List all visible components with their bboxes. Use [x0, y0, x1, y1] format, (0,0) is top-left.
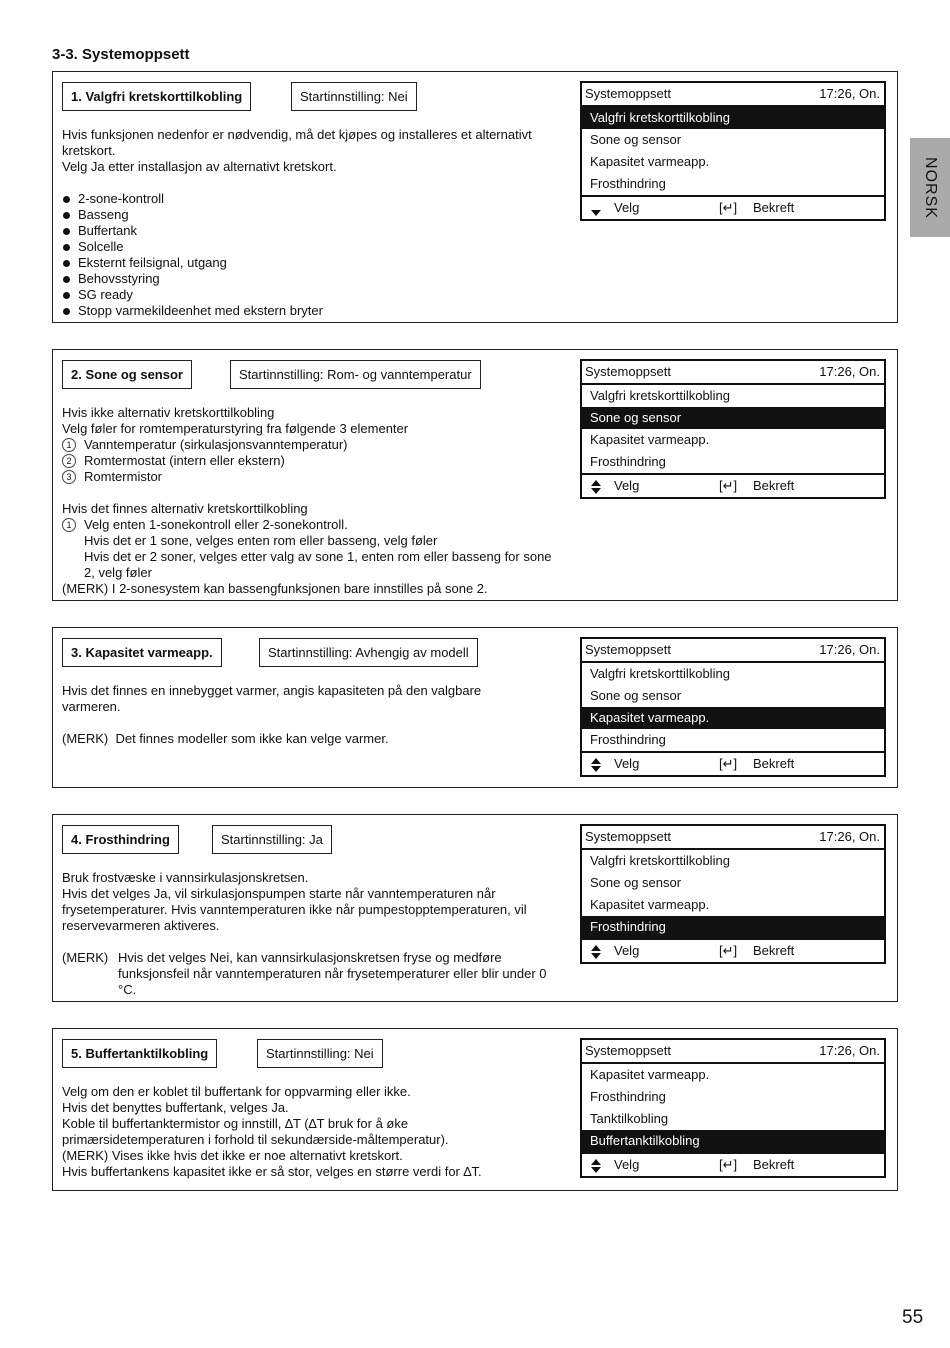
- lcd-menu-item[interactable]: Tanktilkobling: [590, 1111, 669, 1126]
- enter-icon: [↵]: [719, 1157, 738, 1172]
- section-heading: 1. Valgfri kretskorttilkobling: [62, 82, 251, 111]
- lcd-menu: [582, 105, 884, 197]
- section-heading: 2. Sone og sensor: [62, 360, 192, 389]
- paragraph: Velg Ja etter installasjon av alternativt kretskort.: [62, 159, 337, 174]
- paragraph: Bruk frostvæske i vannsirkulasjonskretsen.: [62, 870, 309, 885]
- lcd-menu-item[interactable]: Valgfri kretskorttilkobling: [590, 853, 730, 868]
- select-label: Velg: [614, 943, 640, 958]
- indented-text: Hvis det er 2 soner, velges etter valg av sone 1, enten rom eller basseng for sone 2, velg føler: [84, 549, 552, 580]
- lcd-title: Systemoppsett: [585, 1043, 671, 1058]
- list-item: 2-sone-kontroll: [62, 191, 562, 207]
- lcd-header: [582, 361, 884, 383]
- lcd-menu-item[interactable]: Valgfri kretskorttilkobling: [590, 388, 730, 403]
- initial-setting: Startinnstilling: Ja: [212, 825, 332, 854]
- select-label: Velg: [614, 200, 640, 215]
- select-label: Velg: [614, 1157, 640, 1172]
- lcd-title: Systemoppsett: [585, 86, 671, 101]
- confirm-label: Bekreft: [753, 756, 795, 771]
- lcd-footer: [582, 475, 884, 497]
- paragraph: Hvis ikke alternativ kretskorttilkobling: [62, 405, 275, 420]
- section-body: [62, 1084, 522, 1180]
- circled-number: 3: [62, 470, 76, 484]
- section-circuit-board: [52, 71, 898, 323]
- lcd-time: 17:26, On.: [819, 642, 880, 657]
- paragraph: Hvis det finnes en innebygget varmer, angis kapasiteten på den valgbare varmeren.: [62, 683, 482, 714]
- section-buffer-tank: [52, 1028, 898, 1191]
- circled-number: 1: [62, 438, 76, 452]
- numbered-item: 2 Romtermostat (intern eller ekstern): [62, 453, 552, 469]
- lcd-menu-item[interactable]: Frosthindring: [582, 916, 884, 938]
- section-heater-capacity: [52, 627, 898, 788]
- confirm-label: Bekreft: [753, 943, 795, 958]
- numbered-item: 1 Velg enten 1-sonekontroll eller 2-sonekontroll.: [62, 517, 552, 533]
- list-item: Basseng: [62, 207, 562, 223]
- lcd-menu-item[interactable]: Frosthindring: [590, 176, 666, 191]
- lcd-menu: [582, 1062, 884, 1154]
- paragraph: (MERK) Vises ikke hvis det ikke er noe alternativt kretskort.: [62, 1148, 403, 1163]
- numbered-item: 1 Vanntemperatur (sirkulasjonsvanntemperatur): [62, 437, 552, 453]
- lcd-menu-item[interactable]: Sone og sensor: [590, 132, 682, 147]
- circled-number: 1: [62, 518, 76, 532]
- lcd-header: [582, 1040, 884, 1062]
- confirm-label: Bekreft: [753, 1157, 795, 1172]
- indented-text: Hvis det er 1 sone, velges enten rom eller basseng, velg føler: [84, 533, 438, 548]
- paragraph: Hvis buffertankens kapasitet ikke er så stor, velges en større verdi for ∆T.: [62, 1164, 482, 1179]
- lcd-footer: [582, 753, 884, 775]
- paragraph: Hvis det benyttes buffertank, velges Ja.: [62, 1100, 289, 1115]
- circled-number: 2: [62, 454, 76, 468]
- lcd-screen: [580, 824, 886, 964]
- lcd-time: 17:26, On.: [819, 829, 880, 844]
- enter-icon: [↵]: [719, 478, 738, 493]
- initial-setting: Startinnstilling: Nei: [257, 1039, 383, 1068]
- down-arrow-icon: [590, 201, 602, 217]
- lcd-menu: [582, 661, 884, 753]
- enter-icon: [↵]: [719, 200, 738, 215]
- up-down-arrow-icon: [590, 944, 602, 960]
- up-down-arrow-icon: [590, 479, 602, 495]
- list-item: Behovsstyring: [62, 271, 562, 287]
- lcd-menu-item[interactable]: Kapasitet varmeapp.: [590, 897, 710, 912]
- section-body: [62, 683, 522, 747]
- lcd-footer: [582, 940, 884, 962]
- up-down-arrow-icon: [590, 1158, 602, 1174]
- up-down-arrow-icon: [590, 757, 602, 773]
- section-body: [62, 870, 562, 998]
- list-item: Buffertank: [62, 223, 562, 239]
- note-label: (MERK): [62, 950, 109, 965]
- list-item: Eksternt feilsignal, utgang: [62, 255, 562, 271]
- initial-setting: Startinnstilling: Nei: [291, 82, 417, 111]
- enter-icon: [↵]: [719, 756, 738, 771]
- bullet-list: [62, 191, 562, 319]
- lcd-menu-item[interactable]: Sone og sensor: [590, 875, 682, 890]
- lcd-menu-item[interactable]: Kapasitet varmeapp.: [582, 707, 884, 729]
- lcd-menu-item[interactable]: Sone og sensor: [590, 688, 682, 703]
- lcd-screen: [580, 637, 886, 777]
- lcd-screen: [580, 81, 886, 221]
- lcd-footer: [582, 197, 884, 219]
- list-item: Solcelle: [62, 239, 562, 255]
- section-heading: 4. Frosthindring: [62, 825, 179, 854]
- lcd-menu: [582, 383, 884, 475]
- lcd-time: 17:26, On.: [819, 1043, 880, 1058]
- lcd-menu-item[interactable]: Kapasitet varmeapp.: [590, 432, 710, 447]
- language-label: NORSK: [922, 156, 939, 219]
- paragraph: Koble til buffertanktermistor og innstill, ∆T (∆T bruk for å øke primærsidetemperaturen i forhold til sekundærside-måltemperatur).: [62, 1116, 449, 1147]
- section-heading: 3. Kapasitet varmeapp.: [62, 638, 222, 667]
- paragraph: Hvis det finnes alternativ kretskorttilkobling: [62, 501, 308, 516]
- lcd-title: Systemoppsett: [585, 364, 671, 379]
- lcd-time: 17:26, On.: [819, 364, 880, 379]
- page-title: 3-3. Systemoppsett: [52, 46, 190, 63]
- note-label: (MERK): [62, 731, 109, 746]
- page-number: 55: [902, 1307, 924, 1328]
- note: (MERK) Det finnes modeller som ikke kan velge varmer.: [62, 731, 389, 746]
- confirm-label: Bekreft: [753, 200, 795, 215]
- section-frost-protection: [52, 814, 898, 1002]
- section-zone-sensor: [52, 349, 898, 601]
- paragraph: Velg føler for romtemperaturstyring fra følgende 3 elementer: [62, 421, 409, 436]
- lcd-header: [582, 639, 884, 661]
- language-tab: [910, 138, 950, 237]
- note-label: (MERK): [62, 581, 109, 596]
- lcd-menu-item[interactable]: Frosthindring: [590, 1089, 666, 1104]
- lcd-header: [582, 83, 884, 105]
- list-item: SG ready: [62, 287, 562, 303]
- lcd-title: Systemoppsett: [585, 829, 671, 844]
- numbered-item: 3 Romtermistor: [62, 469, 552, 485]
- lcd-menu: [582, 848, 884, 940]
- paragraph: Hvis funksjonen nedenfor er nødvendig, må det kjøpes og installeres et alternativt kretskort.: [62, 127, 532, 158]
- lcd-menu-item[interactable]: Frosthindring: [590, 454, 666, 469]
- list-item: Stopp varmekildeenhet med ekstern bryter: [62, 303, 562, 319]
- lcd-menu-item[interactable]: Valgfri kretskorttilkobling: [582, 107, 884, 129]
- lcd-time: 17:26, On.: [819, 86, 880, 101]
- note: (MERK) Hvis det velges Nei, kan vannsirkulasjonskretsen fryse og medføre funksjonsfeil når vanntemperaturen når frysetemperaturer eller blir under 0 °C.: [62, 950, 547, 997]
- lcd-menu-item[interactable]: Buffertanktilkobling: [582, 1130, 884, 1152]
- section-body: [62, 405, 552, 597]
- select-label: Velg: [614, 756, 640, 771]
- lcd-header: [582, 826, 884, 848]
- enter-icon: [↵]: [719, 943, 738, 958]
- confirm-label: Bekreft: [753, 478, 795, 493]
- paragraph: Velg om den er koblet til buffertank for oppvarming eller ikke.: [62, 1084, 411, 1099]
- note: (MERK) I 2-sonesystem kan bassengfunksjonen bare innstilles på sone 2.: [62, 581, 488, 596]
- paragraph: Hvis det velges Ja, vil sirkulasjonspumpen starte når vanntemperaturen når frysetemperaturer. Hvis vanntemperaturen ikke når pumpestopptemperaturen, vil reservevarmeren aktiveres.: [62, 886, 527, 933]
- lcd-menu-item[interactable]: Sone og sensor: [582, 407, 884, 429]
- lcd-menu-item[interactable]: Frosthindring: [590, 732, 666, 747]
- initial-setting: Startinnstilling: Avhengig av modell: [259, 638, 478, 667]
- lcd-menu-item[interactable]: Kapasitet varmeapp.: [590, 154, 710, 169]
- section-body: [62, 127, 562, 319]
- lcd-menu-item[interactable]: Kapasitet varmeapp.: [590, 1067, 710, 1082]
- section-heading: 5. Buffertanktilkobling: [62, 1039, 217, 1068]
- lcd-screen: [580, 359, 886, 499]
- lcd-footer: [582, 1154, 884, 1176]
- initial-setting: Startinnstilling: Rom- og vanntemperatur: [230, 360, 481, 389]
- lcd-menu-item[interactable]: Valgfri kretskorttilkobling: [590, 666, 730, 681]
- lcd-screen: [580, 1038, 886, 1178]
- lcd-title: Systemoppsett: [585, 642, 671, 657]
- select-label: Velg: [614, 478, 640, 493]
